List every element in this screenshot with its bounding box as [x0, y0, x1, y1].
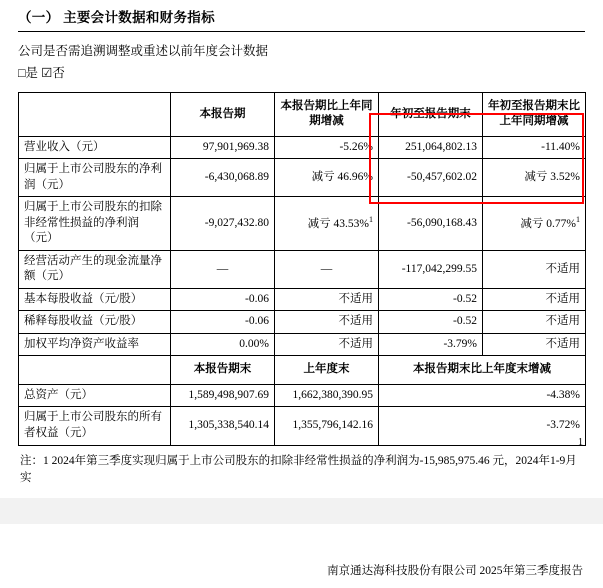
header-ytd-change: 年初至报告期末比上年同期增减: [483, 92, 586, 136]
header-blank: [19, 92, 171, 136]
row-label-net-profit: 归属于上市公司股东的净利润（元）: [19, 159, 171, 197]
cell-adjusted-net-profit-ytd-change: [483, 197, 586, 251]
cell-net-profit-current: -6,430,068.89: [171, 159, 275, 197]
cell-roe-current: 0.00%: [171, 333, 275, 356]
restatement-checkboxes[interactable]: □是 ☑否: [18, 66, 65, 81]
cell-basic-eps-ytd-change: 不适用: [483, 288, 586, 311]
cell-basic-eps-current: -0.06: [171, 288, 275, 311]
cell-revenue-ytd: 251,064,802.13: [379, 136, 483, 159]
financial-table: [18, 92, 586, 446]
title-divider: [18, 31, 585, 32]
header-blank-2: [19, 356, 171, 385]
cell-revenue-ytd-change: -11.40%: [483, 136, 586, 159]
cell-basic-eps-ytd: -0.52: [379, 288, 483, 311]
cell-adjusted-net-profit-current: -9,027,432.80: [171, 197, 275, 251]
table-footnote: 注：1 2024年第三季度实现归属于上市公司股东的扣除非经常性损益的净利润为-15,985,975.46 元，2024年1-9月实: [20, 454, 577, 484]
footer-caption: 南京通达海科技股份有限公司 2025年第三季度报告: [327, 565, 583, 577]
header-current-period: 本报告期: [171, 92, 275, 136]
restatement-question: 公司是否需追溯调整或重述以前年度会计数据: [18, 44, 269, 58]
table-row: [19, 407, 586, 445]
cell-basic-eps-change: 不适用: [275, 288, 379, 311]
value-text: 减亏 43.53%: [307, 217, 369, 230]
cell-operating-cashflow-ytd: -117,042,299.55: [379, 250, 483, 288]
header-ytd: 年初至报告期末: [379, 92, 483, 136]
table-row: [19, 159, 586, 197]
table-row: [19, 288, 586, 311]
section-title: （一） 主要会计数据和财务指标: [18, 10, 215, 25]
cell-equity-prior: 1,355,796,142.16: [275, 407, 379, 445]
cell-revenue-current: 97,901,969.38: [171, 136, 275, 159]
cell-net-profit-ytd: -50,457,602.02: [379, 159, 483, 197]
header-period-end: 本报告期末: [171, 356, 275, 385]
cell-net-profit-change: 减亏 46.96%: [275, 159, 379, 197]
cell-roe-ytd: -3.79%: [379, 333, 483, 356]
table-row: [19, 136, 586, 159]
row-label-diluted-eps: 稀释每股收益（元/股）: [19, 311, 171, 334]
footnote-marker: 1: [576, 214, 580, 224]
cell-operating-cashflow-change: —: [275, 250, 379, 288]
cell-total-assets-change: -4.38%: [379, 384, 586, 407]
cell-operating-cashflow-ytd-change: 不适用: [483, 250, 586, 288]
cell-operating-cashflow-current: —: [171, 250, 275, 288]
cell-adjusted-net-profit-change: [275, 197, 379, 251]
cell-diluted-eps-ytd-change: 不适用: [483, 311, 586, 334]
table-row: [19, 311, 586, 334]
table-header-row: [19, 92, 586, 136]
cell-total-assets-prior: 1,662,380,390.95: [275, 384, 379, 407]
row-label-operating-cashflow: 经营活动产生的现金流量净额（元）: [19, 250, 171, 288]
cell-equity-end: 1,305,338,540.14: [171, 407, 275, 445]
row-label-roe: 加权平均净资产收益率: [19, 333, 171, 356]
table-row: [19, 384, 586, 407]
row-label-basic-eps: 基本每股收益（元/股）: [19, 288, 171, 311]
row-label-total-assets: 总资产（元）: [19, 384, 171, 407]
footer-band: [0, 498, 603, 524]
header-prior-year-end: 上年度末: [275, 356, 379, 385]
cell-roe-change: 不适用: [275, 333, 379, 356]
table-row: [19, 250, 586, 288]
row-label-adjusted-net-profit: 归属于上市公司股东的扣除非经常性损益的净利润（元）: [19, 197, 171, 251]
cell-net-profit-ytd-change: 减亏 3.52%: [483, 159, 586, 197]
cell-equity-change: -3.72%: [379, 407, 586, 445]
table-row: [19, 197, 586, 251]
cell-diluted-eps-change: 不适用: [275, 311, 379, 334]
cell-diluted-eps-ytd: -0.52: [379, 311, 483, 334]
header-current-period-change: 本报告期比上年同期增减: [275, 92, 379, 136]
cell-roe-ytd-change: 不适用: [483, 333, 586, 356]
row-label-revenue: 营业收入（元）: [19, 136, 171, 159]
header-period-end-change: 本报告期末比上年度末增减: [379, 356, 586, 385]
cell-total-assets-end: 1,589,498,907.69: [171, 384, 275, 407]
table-row: [19, 333, 586, 356]
page-number: 1: [578, 437, 583, 448]
table-header-row-2: [19, 356, 586, 385]
row-label-equity: 归属于上市公司股东的所有者权益（元）: [19, 407, 171, 445]
footnote-marker: 1: [369, 214, 373, 224]
value-text: 减亏 0.77%: [520, 217, 576, 230]
cell-diluted-eps-current: -0.06: [171, 311, 275, 334]
cell-adjusted-net-profit-ytd: -56,090,168.43: [379, 197, 483, 251]
cell-revenue-change: -5.26%: [275, 136, 379, 159]
